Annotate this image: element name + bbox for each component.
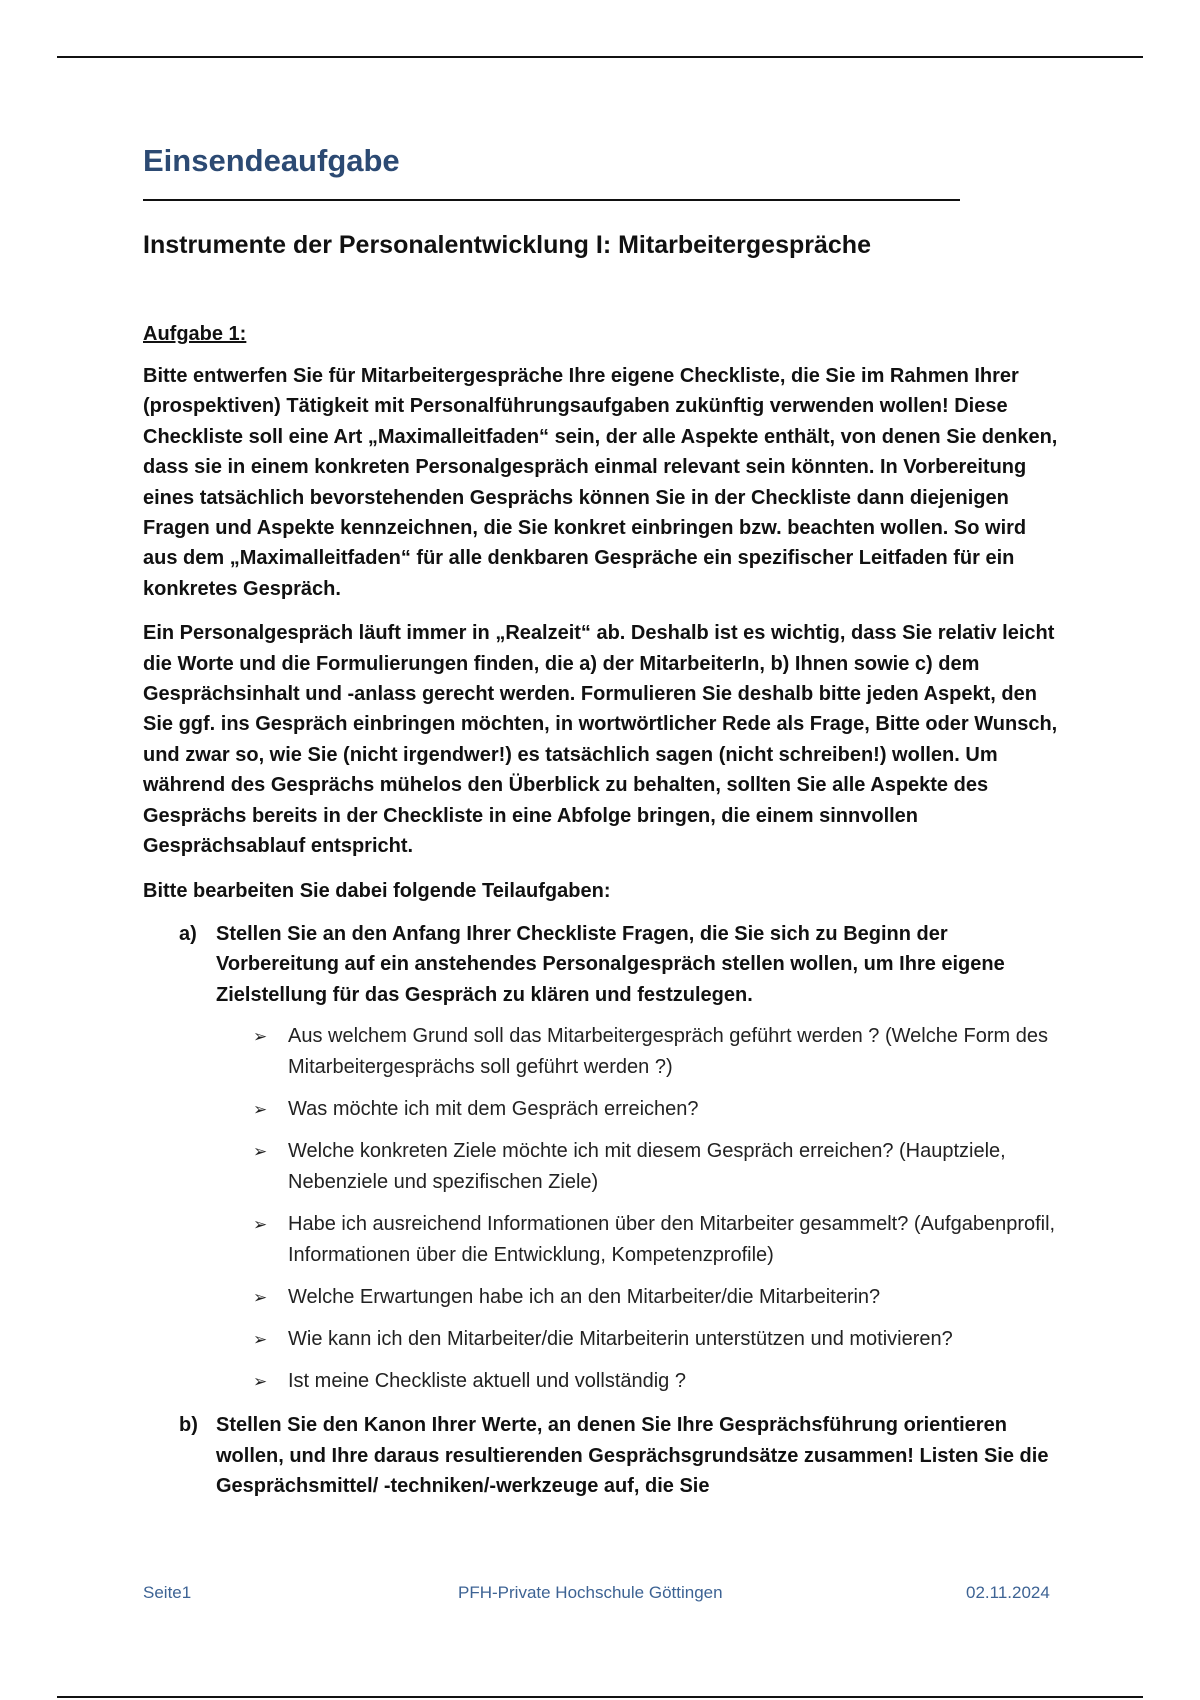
document-body — [143, 140, 1063, 1501]
paragraph-realtime: Ein Personalgespräch läuft immer in „Realzeit“ ab. Deshalb ist es wichtig, dass Sie relativ leicht die Worte und die Formulierungen finden, die a) der MitarbeiterIn, b) Ihnen sowie c) dem Gesprächsinhalt und -anlass gerecht werden. Formulieren Sie deshalb bitte jeden Aspekt, den Sie ggf. ins Gespräch einbringen möchten, in wortwörtlicher Rede als Frage, Bitte oder Wunsch, und zwar so, wie Sie (nicht irgendwer!) es tatsächlich sagen (nicht schreiben!) wollen. Um während des Gesprächs mühelos den Überblick zu behalten, sollten Sie alle Aspekte des Gesprächs bereits in der Checkliste in eine Abfolge bringen, die einem sinnvollen Gesprächsablauf entspricht. — [143, 622, 1058, 858]
list-item: ➢ Aus welchem Grund soll das Mitarbeitergespräch geführt werden ? (Welche Form des Mitarbeitergesprächs soll geführt werden ?) — [143, 1021, 1063, 1083]
footer-rule — [57, 1696, 1143, 1698]
arrow-bullet-icon: ➢ — [253, 1372, 268, 1392]
arrow-bullet-icon: ➢ — [253, 1142, 268, 1162]
question-list — [143, 1021, 1063, 1397]
document-title: Einsendeaufgabe — [143, 143, 400, 178]
list-item: ➢ Wie kann ich den Mitarbeiter/die Mitarbeiterin unterstützen und motivieren? — [143, 1324, 1063, 1355]
arrow-bullet-icon: ➢ — [253, 1288, 268, 1308]
subtask-b-letter: b) — [179, 1414, 198, 1437]
arrow-bullet-icon: ➢ — [253, 1215, 268, 1235]
footer-institution: PFH-Private Hochschule Göttingen — [458, 1583, 723, 1602]
footer-page-number: Seite1 — [143, 1583, 192, 1602]
subtask-b — [143, 1410, 1063, 1501]
footer-date: 02.11.2024 — [966, 1583, 1050, 1602]
list-item: ➢ Was möchte ich mit dem Gespräch erreichen? — [143, 1094, 1063, 1125]
subtask-a-text: Stellen Sie an den Anfang Ihrer Checkliste Fragen, die Sie sich zu Beginn der Vorbereitung auf ein anstehendes Personalgespräch stellen wollen, um Ihre eigene Zielstellung für das Gespräch zu klären und festzulegen. — [216, 922, 1005, 1006]
arrow-bullet-icon: ➢ — [253, 1100, 268, 1120]
list-item: ➢ Welche Erwartungen habe ich an den Mitarbeiter/die Mitarbeiterin? — [143, 1282, 1063, 1313]
subtask-b-text: Stellen Sie den Kanon Ihrer Werte, an denen Sie Ihre Gesprächsführung orientieren wollen, und Ihre daraus resultierenden Gesprächsgrundsätze zusammen! Listen Sie die Gesprächsmittel/ -techniken/-werkzeuge auf, die Sie — [216, 1414, 1049, 1497]
list-item: ➢ Ist meine Checkliste aktuell und vollständig ? — [143, 1366, 1063, 1397]
document-subtitle: Instrumente der Personalentwicklung I: Mitarbeitergespräche — [143, 231, 871, 259]
subtask-a-letter: a) — [179, 922, 197, 945]
paragraph-intro: Bitte entwerfen Sie für Mitarbeitergespräche Ihre eigene Checkliste, die Sie im Rahmen Ihrer (prospektiven) Tätigkeit mit Personalführungsaufgaben zukünftig verwenden wollen! Diese Checkliste soll eine Art „Maximalleitfaden“ sein, der alle Aspekte enthält, von denen Sie denken, dass sie in einem konkreten Personalgespräch einmal relevant sein könnten. In Vorbereitung eines tatsächlich bevorstehenden Gesprächs können Sie in der Checkliste dann diejenigen Fragen und Aspekte kennzeichnen, die Sie konkret einbringen bzw. beachten wollen. So wird aus dem „Maximalleitfaden“ für alle denkbaren Gespräche ein spezifischer Leitfaden für ein konkretes Gespräch. — [143, 365, 1058, 600]
subtask-a — [143, 919, 1063, 1010]
header-rule — [57, 56, 1143, 58]
arrow-bullet-icon: ➢ — [253, 1330, 268, 1350]
list-item: ➢ Habe ich ausreichend Informationen über den Mitarbeiter gesammelt? (Aufgabenprofil, Informationen über die Entwicklung, Kompetenzprofile) — [143, 1209, 1063, 1271]
list-item: ➢ Welche konkreten Ziele möchte ich mit diesem Gespräch erreichen? (Hauptziele, Nebenziele und spezifischen Ziele) — [143, 1136, 1063, 1198]
title-underline — [143, 199, 960, 201]
task-heading: Aufgabe 1: — [143, 323, 247, 345]
paragraph-subtasks: Bitte bearbeiten Sie dabei folgende Teilaufgaben: — [143, 879, 611, 902]
arrow-bullet-icon: ➢ — [253, 1027, 268, 1047]
